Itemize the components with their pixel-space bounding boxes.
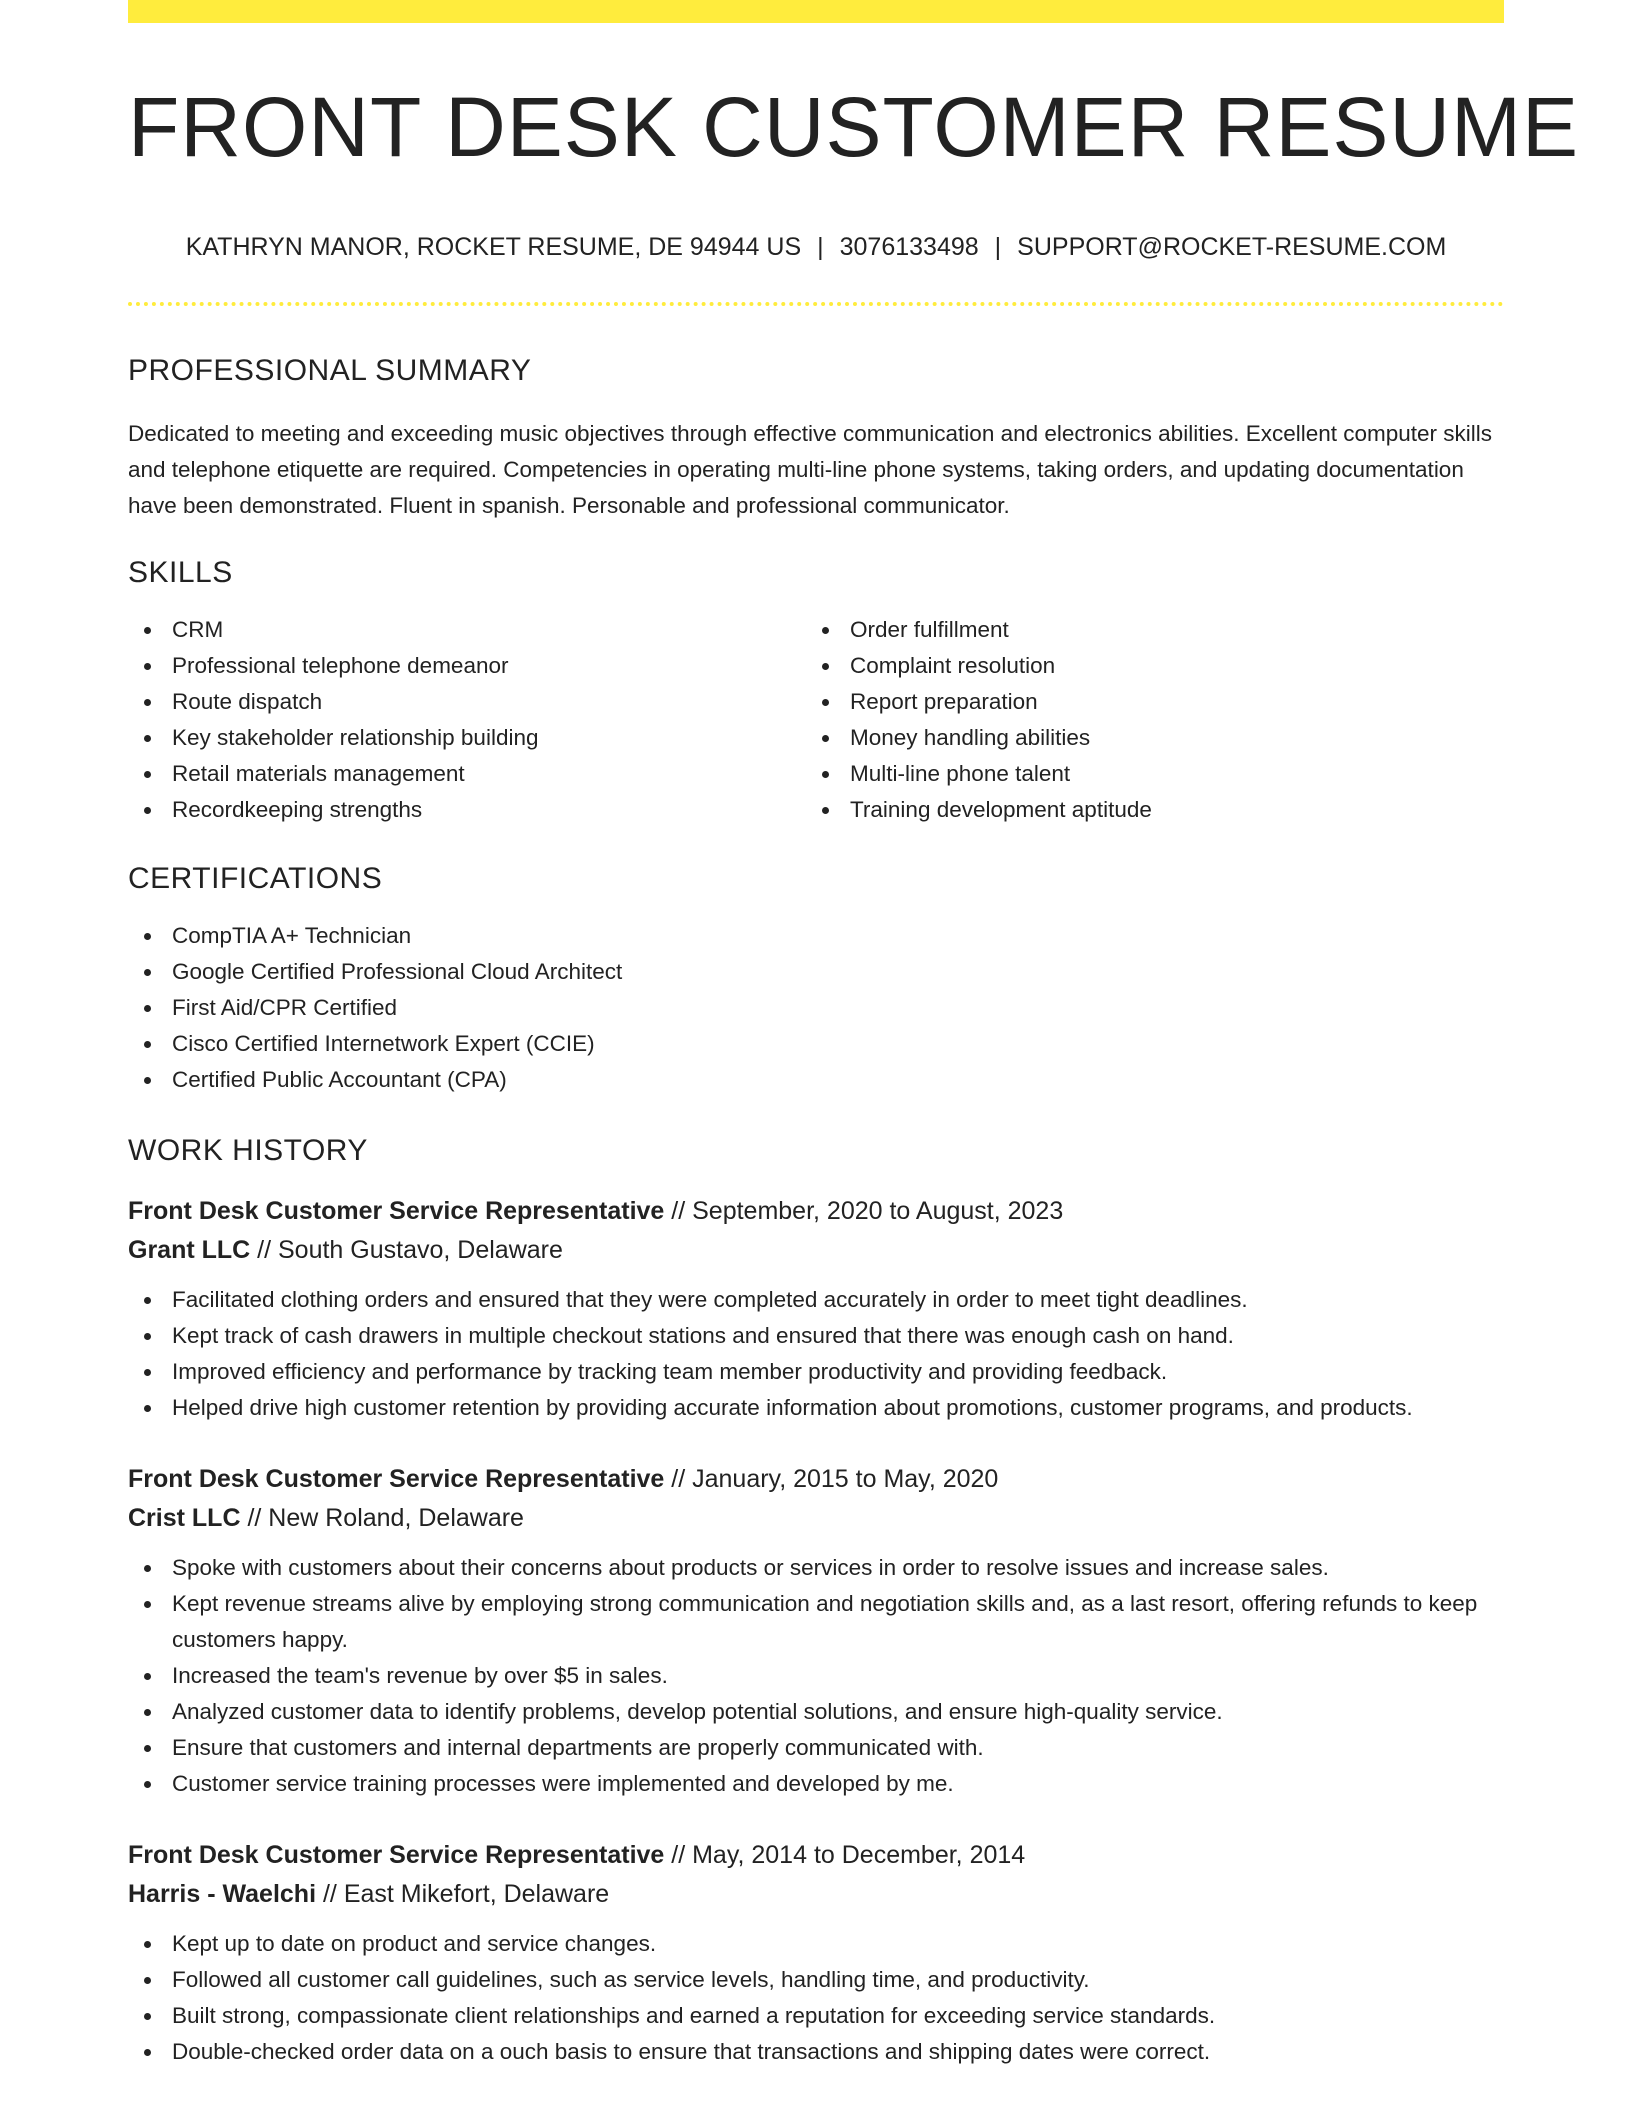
job-title: Front Desk Customer Service Representative xyxy=(128,1197,665,1225)
summary-heading: PROFESSIONAL SUMMARY xyxy=(128,354,532,387)
job-duty: Spoke with customers about their concerns about products or services in order to resolve issues and increase sales. xyxy=(128,1550,1504,1586)
job-duties-list xyxy=(128,1282,1504,1426)
skill-item: Training development aptitude xyxy=(806,792,1484,828)
job-duty: Ensure that customers and internal departments are properly communicated with. xyxy=(128,1730,1504,1766)
job-duty: Increased the team's revenue by over $5 in sales. xyxy=(128,1658,1504,1694)
skills-heading: SKILLS xyxy=(128,556,233,589)
certification-item: Certified Public Accountant (CPA) xyxy=(128,1062,1504,1098)
job-duty: Customer service training processes were implemented and developed by me. xyxy=(128,1766,1504,1802)
certification-item: CompTIA A+ Technician xyxy=(128,918,1504,954)
job-company-line xyxy=(128,1875,1504,1914)
contact-separator: | xyxy=(817,233,824,261)
contact-phone[interactable]: 3076133498 xyxy=(839,233,979,261)
skill-item: Order fulfillment xyxy=(806,612,1484,648)
job-entry xyxy=(128,1836,1504,2070)
job-title: Front Desk Customer Service Representative xyxy=(128,1465,665,1493)
work-history-heading: WORK HISTORY xyxy=(128,1134,368,1167)
skills-grid xyxy=(128,612,1504,828)
skill-item: Money handling abilities xyxy=(806,720,1484,756)
skill-item: Route dispatch xyxy=(128,684,806,720)
job-duty: Improved efficiency and performance by tracking team member productivity and providing feedback. xyxy=(128,1354,1504,1390)
job-entry xyxy=(128,1192,1504,1426)
dotted-divider xyxy=(128,302,1504,306)
job-duty: Facilitated clothing orders and ensured that they were completed accurately in order to meet tight deadlines. xyxy=(128,1282,1504,1318)
skills-right-list xyxy=(806,612,1484,828)
skill-item: Complaint resolution xyxy=(806,648,1484,684)
skill-item: Multi-line phone talent xyxy=(806,756,1484,792)
job-title-line xyxy=(128,1192,1504,1231)
certifications-heading: CERTIFICATIONS xyxy=(128,862,383,895)
job-duty: Kept revenue streams alive by employing strong communication and negotiation skills and, as a last resort, offering refunds to keep customers happy. xyxy=(128,1586,1504,1658)
certifications-list xyxy=(128,918,1504,1098)
skill-item: Recordkeeping strengths xyxy=(128,792,806,828)
job-title: Front Desk Customer Service Representative xyxy=(128,1841,665,1869)
job-dates: // January, 2015 to May, 2020 xyxy=(664,1465,999,1493)
job-title-line xyxy=(128,1460,1504,1499)
accent-top-bar xyxy=(128,0,1504,23)
job-company-line xyxy=(128,1499,1504,1538)
skill-item: Retail materials management xyxy=(128,756,806,792)
skill-item: Report preparation xyxy=(806,684,1484,720)
job-duty: Built strong, compassionate client relationships and earned a reputation for exceeding service standards. xyxy=(128,1998,1504,2034)
skills-left-list xyxy=(128,612,806,828)
contact-address: KATHRYN MANOR, ROCKET RESUME, DE 94944 US xyxy=(185,233,802,261)
certification-item: Cisco Certified Internetwork Expert (CCIE) xyxy=(128,1026,1504,1062)
job-company: Grant LLC xyxy=(128,1236,251,1264)
job-duty: Followed all customer call guidelines, such as service levels, handling time, and productivity. xyxy=(128,1962,1504,1998)
job-duty: Double-checked order data on a ouch basis to ensure that transactions and shipping dates were correct. xyxy=(128,2034,1504,2070)
job-duties-list xyxy=(128,1926,1504,2070)
job-location: // East Mikefort, Delaware xyxy=(316,1880,610,1908)
job-dates: // May, 2014 to December, 2014 xyxy=(664,1841,1026,1869)
resume-title: FRONT DESK CUSTOMER RESUME xyxy=(128,80,1580,174)
job-duties-list xyxy=(128,1550,1504,1802)
job-title-line xyxy=(128,1836,1504,1875)
job-duty: Helped drive high customer retention by providing accurate information about promotions, customer programs, and products. xyxy=(128,1390,1504,1426)
skill-item: CRM xyxy=(128,612,806,648)
job-location: // New Roland, Delaware xyxy=(240,1504,524,1532)
job-duty: Analyzed customer data to identify problems, develop potential solutions, and ensure high-quality service. xyxy=(128,1694,1504,1730)
resume-page xyxy=(128,0,1580,2070)
job-company-line xyxy=(128,1231,1504,1270)
job-entry xyxy=(128,1460,1504,1802)
contact-email[interactable]: SUPPORT@ROCKET-RESUME.COM xyxy=(1017,233,1447,261)
job-duty: Kept track of cash drawers in multiple checkout stations and ensured that there was enough cash on hand. xyxy=(128,1318,1504,1354)
job-duty: Kept up to date on product and service changes. xyxy=(128,1926,1504,1962)
contact-separator: | xyxy=(994,233,1002,261)
job-dates: // September, 2020 to August, 2023 xyxy=(664,1197,1064,1225)
certification-item: Google Certified Professional Cloud Architect xyxy=(128,954,1504,990)
job-company: Crist LLC xyxy=(128,1504,241,1532)
job-location: // South Gustavo, Delaware xyxy=(250,1236,563,1264)
contact-line xyxy=(128,235,1504,260)
job-company: Harris - Waelchi xyxy=(128,1880,317,1908)
skill-item: Key stakeholder relationship building xyxy=(128,720,806,756)
skill-item: Professional telephone demeanor xyxy=(128,648,806,684)
summary-text: Dedicated to meeting and exceeding music objectives through effective communication and electronics abilities. Excellent computer skills and telephone etiquette are required. Competencies in operating multi-line phone systems, taking orders, and updating documentation have been demonstrated. Fluent in spanish. Personable and professional communicator. xyxy=(128,421,1493,518)
certification-item: First Aid/CPR Certified xyxy=(128,990,1504,1026)
